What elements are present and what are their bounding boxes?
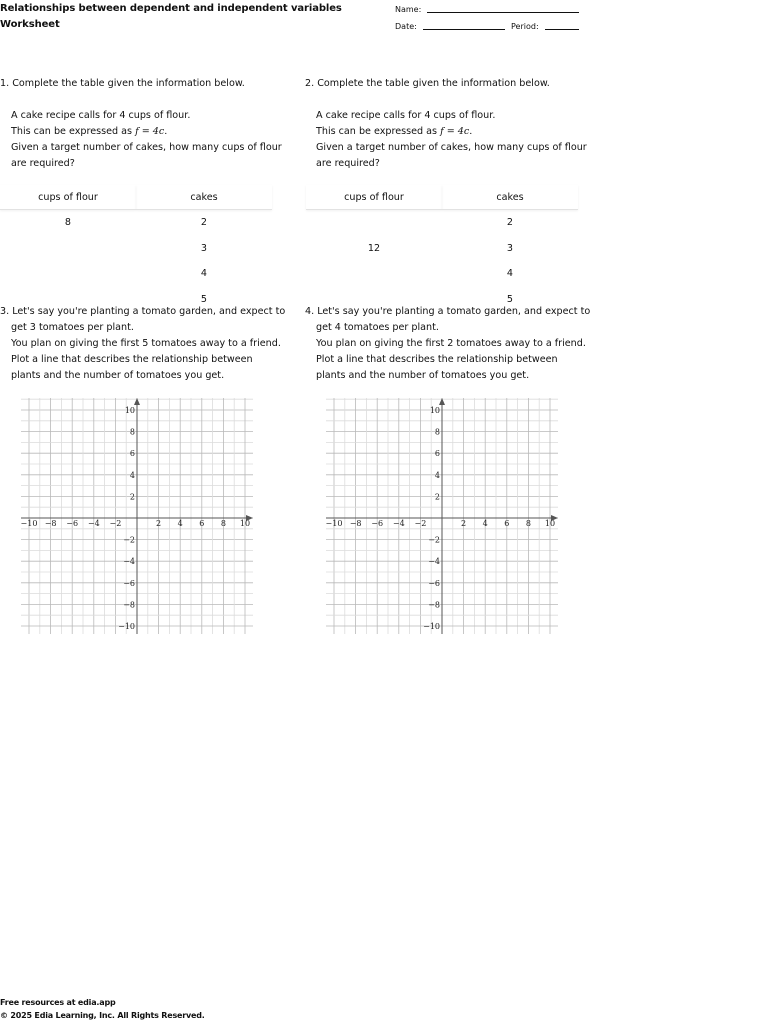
x-tick-label: 4 [482, 519, 488, 528]
y-tick-label: 2 [129, 492, 135, 502]
y-tick-label: −4 [123, 557, 135, 567]
cakes-cell: 5 [200, 294, 208, 306]
x-tick-label: 4 [177, 519, 183, 528]
column-header-flour: cups of flour [306, 185, 442, 210]
q3-line-5: plants and the number of tomatoes you get. [11, 370, 225, 381]
question-2-prompt: 2. Complete the table given the information below. [305, 78, 550, 89]
period-label: Period: [511, 22, 539, 31]
x-tick-label: 8 [220, 519, 226, 528]
question-3 [0, 304, 286, 384]
question-1-prompt: 1. Complete the table given the information below. [0, 78, 245, 89]
title-line-1: Relationships between dependent and independent variables [0, 3, 342, 14]
q3-line-1: 3. Let's say you're planting a tomato garden, and expect to [0, 306, 286, 317]
x-tick-label: −10 [20, 519, 38, 528]
question-3-body [0, 320, 280, 384]
x-tick-label: 2 [461, 519, 467, 528]
question-4-body [305, 320, 585, 384]
q1-line-2 [11, 124, 276, 140]
question-2 [305, 76, 587, 172]
x-tick-label: 6 [504, 519, 510, 528]
x-tick-label: 10 [544, 519, 556, 528]
x-tick-label: −2 [109, 519, 122, 528]
cakes-cell: 4 [506, 268, 514, 280]
q2-line-4: are required? [316, 158, 380, 169]
x-tick-label: −8 [44, 519, 57, 528]
table-row [0, 261, 272, 287]
period-field[interactable] [545, 29, 579, 30]
date-field[interactable] [423, 29, 505, 30]
footer-resources: Free resources at edia.app [0, 998, 116, 1007]
y-tick-label: 4 [434, 470, 440, 480]
q4-line-4: Plot a line that describes the relationship between [316, 354, 558, 365]
y-tick-label: −6 [428, 578, 440, 588]
q3-line-2: get 3 tomatoes per plant. [11, 322, 134, 333]
q3-line-3: You plan on giving the first 5 tomatoes away to a friend. [11, 338, 281, 349]
table-row [0, 210, 272, 236]
y-tick-label: 10 [124, 406, 135, 415]
q1-table [0, 185, 272, 312]
flour-cell[interactable] [306, 261, 442, 287]
cakes-cell: 5 [506, 294, 514, 306]
q4-line-3: You plan on giving the first 2 tomatoes away to a friend. [316, 338, 586, 349]
question-2-body [305, 108, 587, 172]
table-header-row [0, 185, 272, 210]
cakes-cell: 2 [506, 217, 514, 229]
table-header-row [306, 185, 578, 210]
y-tick-label: −4 [428, 557, 440, 567]
flour-cell[interactable]: 8 [64, 217, 72, 229]
flour-cell[interactable]: 12 [367, 242, 381, 254]
y-tick-label: −8 [123, 600, 135, 610]
q2-line-2 [316, 124, 581, 140]
y-tick-label: −2 [123, 535, 135, 545]
q1-line-4: are required? [11, 158, 75, 169]
x-tick-label: −8 [349, 519, 362, 528]
flour-cell[interactable] [0, 261, 136, 287]
y-tick-label: −6 [123, 578, 135, 588]
y-tick-label: 8 [434, 427, 440, 437]
table-row [0, 236, 272, 262]
x-tick-label: −6 [371, 519, 384, 528]
q4-line-5: plants and the number of tomatoes you get. [316, 370, 530, 381]
y-tick-label: 6 [129, 449, 135, 459]
x-tick-label: −6 [66, 519, 79, 528]
y-tick-label: −8 [428, 600, 440, 610]
question-4 [305, 304, 591, 384]
q2-line-2-text: This can be expressed as [316, 126, 441, 137]
cakes-cell: 2 [200, 217, 208, 229]
column-header-cakes: cakes [136, 185, 272, 210]
worksheet-title [0, 1, 342, 33]
name-field[interactable] [427, 12, 579, 13]
q1-equation: f = 4c. [135, 126, 168, 137]
name-label: Name: [395, 5, 422, 14]
column-header-flour: cups of flour [0, 185, 136, 210]
table-row [306, 236, 578, 262]
q4-coordinate-grid[interactable] [323, 396, 561, 636]
cakes-cell: 3 [506, 242, 514, 254]
question-1 [0, 76, 282, 172]
y-tick-label: 4 [129, 470, 135, 480]
table-row [306, 261, 578, 287]
y-tick-label: 6 [434, 449, 440, 459]
q3-coordinate-grid[interactable] [18, 396, 256, 636]
y-tick-label: 8 [129, 427, 135, 437]
title-line-2: Worksheet [0, 19, 60, 30]
q1-line-3: Given a target number of cakes, how many cups of flour [11, 142, 282, 153]
question-1-body [0, 108, 282, 172]
y-tick-label: −10 [423, 622, 440, 631]
q2-equation: f = 4c. [440, 126, 473, 137]
cakes-cell: 3 [200, 242, 208, 254]
x-tick-label: −10 [325, 519, 343, 528]
x-tick-label: 6 [199, 519, 205, 528]
y-tick-label: −10 [118, 622, 135, 631]
flour-cell[interactable] [0, 236, 136, 262]
q4-line-1: 4. Let's say you're planting a tomato garden, and expect to [305, 306, 591, 317]
x-tick-label: −2 [414, 519, 427, 528]
y-tick-label: 2 [434, 492, 440, 502]
flour-cell[interactable] [306, 210, 442, 236]
x-tick-label: −4 [87, 519, 100, 528]
cakes-cell: 4 [200, 268, 208, 280]
q2-line-3: Given a target number of cakes, how many cups of flour [316, 142, 587, 153]
y-tick-label: −2 [428, 535, 440, 545]
x-tick-label: 8 [525, 519, 531, 528]
x-tick-label: 2 [156, 519, 162, 528]
x-tick-label: −4 [392, 519, 405, 528]
footer-copyright: © 2025 Edia Learning, Inc. All Rights Reserved. [0, 1011, 205, 1020]
column-header-cakes: cakes [442, 185, 578, 210]
q4-line-2: get 4 tomatoes per plant. [316, 322, 439, 333]
table-row [306, 210, 578, 236]
q2-line-1: A cake recipe calls for 4 cups of flour. [316, 110, 496, 121]
x-tick-label: 10 [239, 519, 251, 528]
q1-line-1: A cake recipe calls for 4 cups of flour. [11, 110, 191, 121]
q2-table [306, 185, 578, 312]
q1-line-2-text: This can be expressed as [11, 126, 136, 137]
q3-line-4: Plot a line that describes the relationship between [11, 354, 253, 365]
y-tick-label: 10 [429, 406, 440, 415]
date-label: Date: [395, 22, 417, 31]
